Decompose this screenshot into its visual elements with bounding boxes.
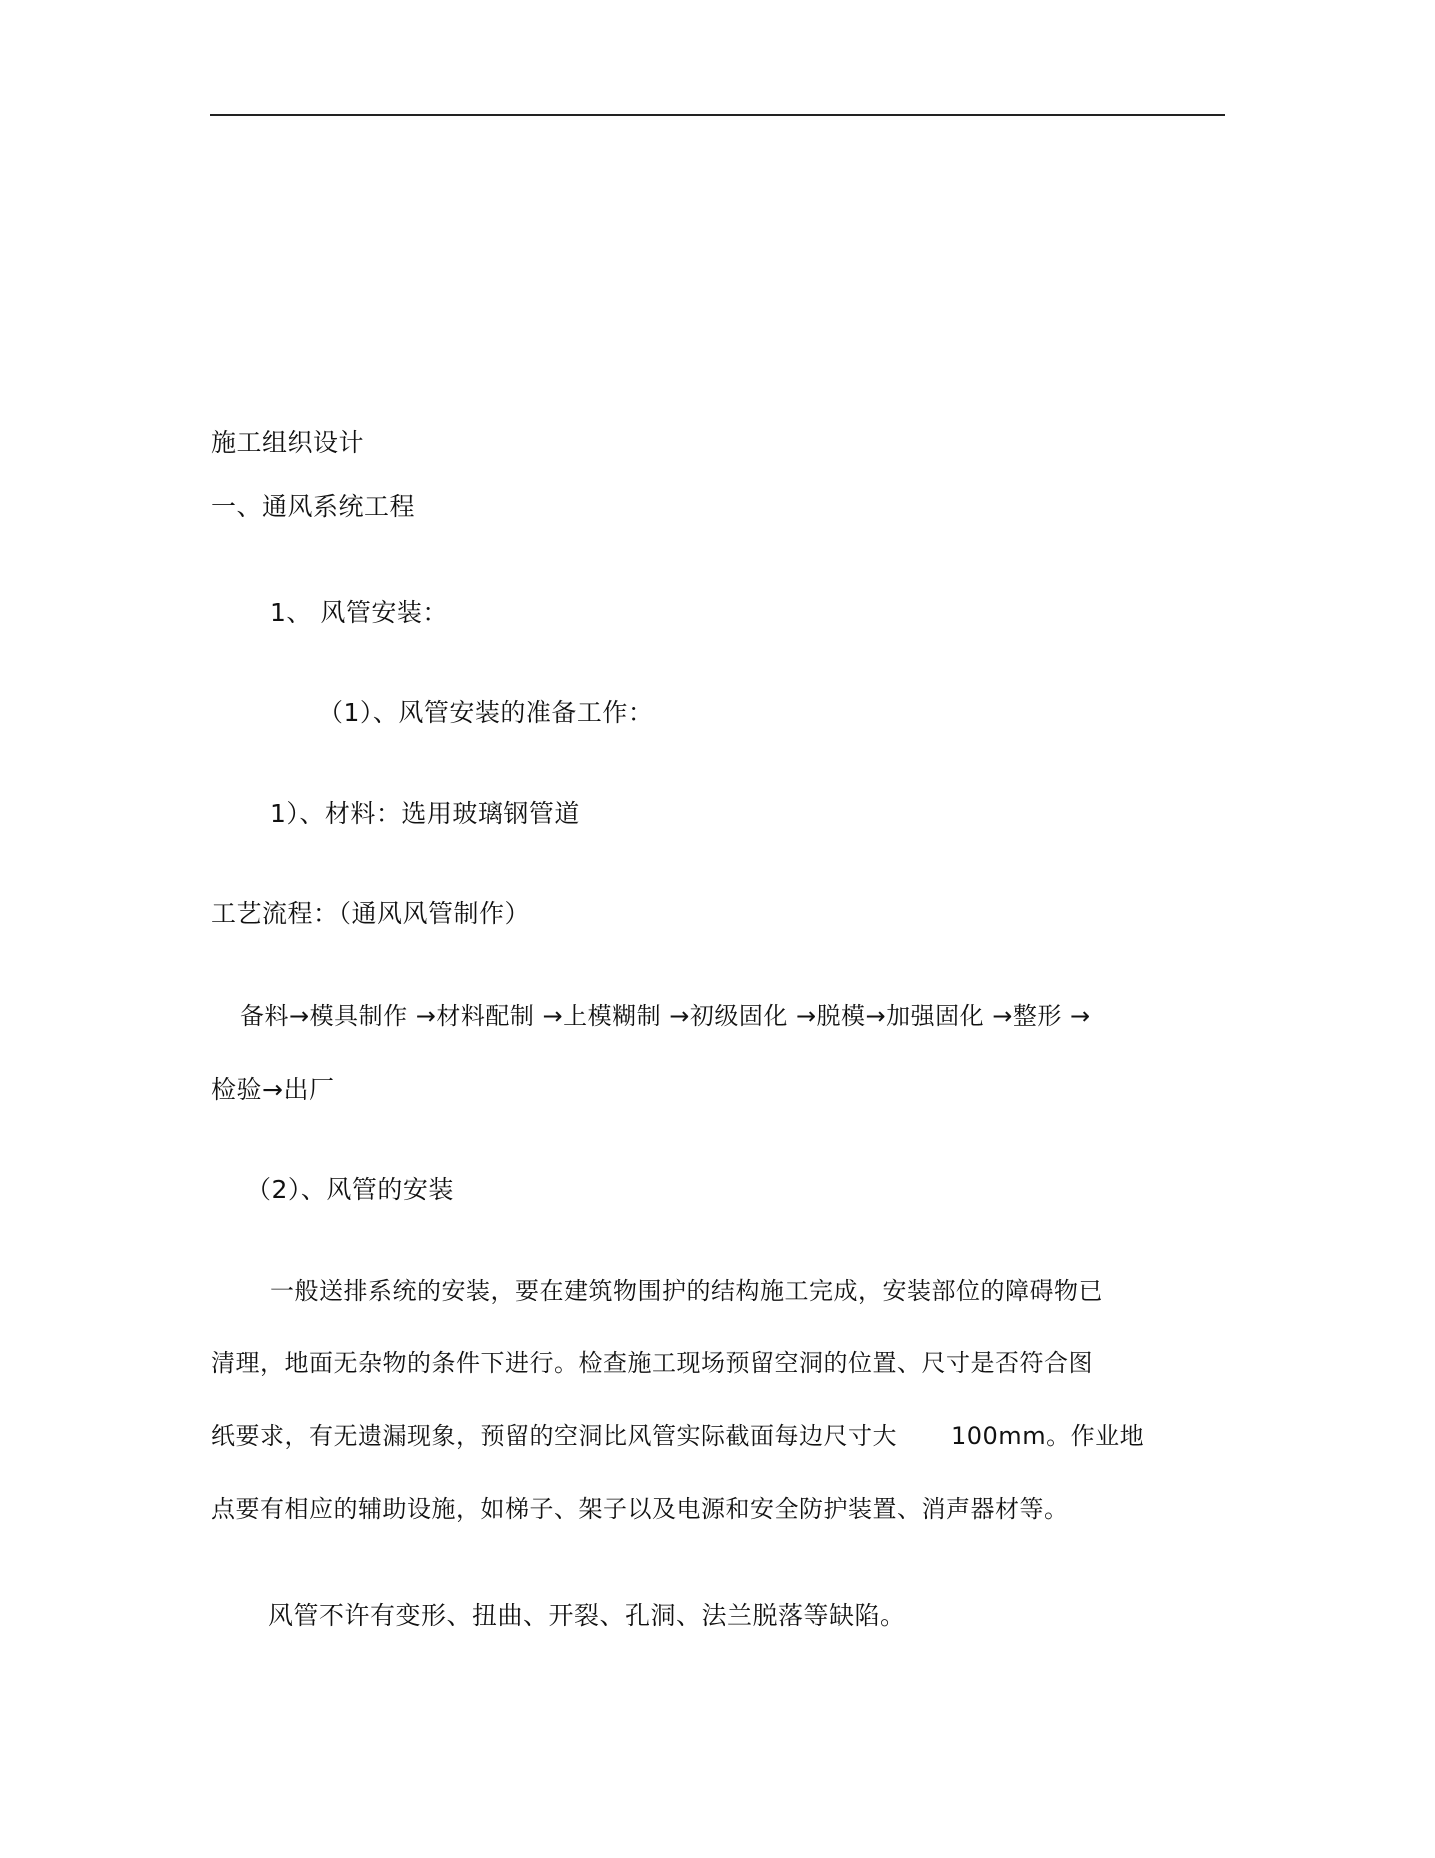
paragraph-1-line-2: 清理，地面无杂物的条件下进行。检查施工现场预留空洞的位置、尺寸是否符合图 (211, 1349, 1093, 1377)
subsection-heading: 1、 风管安装： (270, 598, 448, 627)
process-flow-line1: 备料→模具制作 →材料配制 →上模糊制 →初级固化 →脱模→加强固化 →整形 → (240, 1002, 1091, 1030)
document-title: 施工组织设计 (211, 428, 365, 457)
section-heading: 一、通风系统工程 (211, 492, 416, 521)
item-1-heading: （1）、风管安装的准备工作： (318, 698, 654, 727)
process-heading: 工艺流程：（通风风管制作） (211, 899, 531, 928)
sub-item-1: 1）、材料：选用玻璃钢管道 (270, 799, 580, 828)
item-2-heading: （2）、风管的安装 (246, 1175, 454, 1204)
process-flow-line2: 检验→出厂 (211, 1075, 335, 1104)
header-rule (210, 114, 1225, 116)
paragraph-1-line-4: 点要有相应的辅助设施，如梯子、架子以及电源和安全防护装置、消声器材等。 (211, 1495, 1069, 1523)
paragraph-1-line-3-number: 100mm。作业地 (951, 1422, 1145, 1450)
paragraph-2: 风管不许有变形、扭曲、开裂、孔洞、法兰脱落等缺陷。 (268, 1601, 906, 1630)
paragraph-1-line-1: 一般送排系统的安装，要在建筑物围护的结构施工完成，安装部位的障碍物已 (270, 1277, 1103, 1305)
paragraph-1-line-3 (211, 1420, 1144, 1452)
paragraph-1-line-3-text: 纸要求，有无遗漏现象，预留的空洞比风管实际截面每边尺寸大 (211, 1422, 897, 1450)
